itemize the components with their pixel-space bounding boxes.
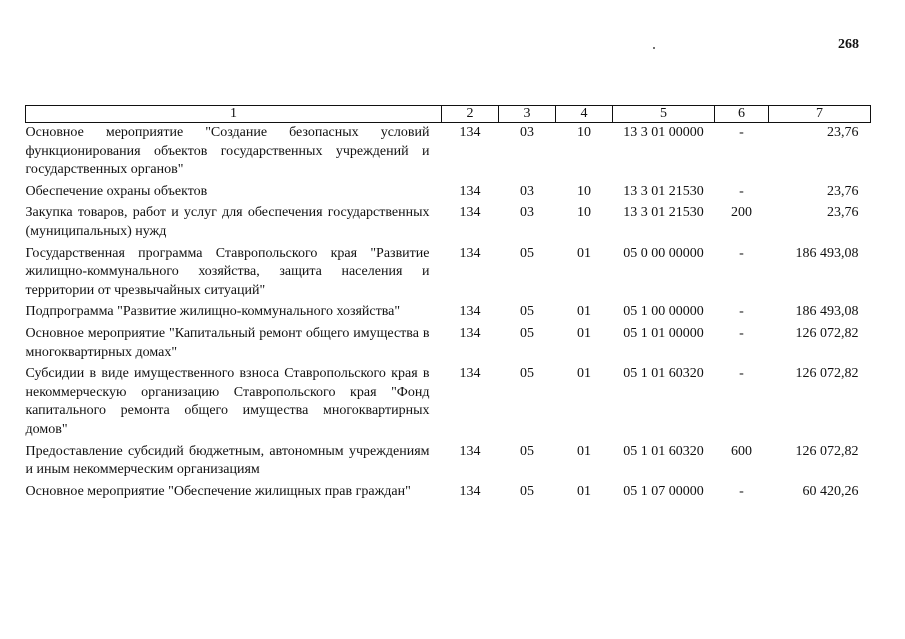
row-csr: 05 1 01 00000 [623,325,704,341]
row-vr: 600 [731,443,752,459]
row-sum: 126 072,82 [795,325,859,341]
table-row [26,364,871,441]
row-csr: 13 3 01 00000 [623,125,704,140]
row-name: Подпрограмма "Развитие жилищно-коммунального хозяйства" [25,304,401,320]
row-csr: 13 3 01 21530 [623,205,704,221]
row-name: Субсидии в виде имущественного взноса Ставропольского края в некоммерческую организацию Ставропольского края "Фонд капитального ремонта общего имущества многоквартирных домов" [25,366,430,437]
row-rz: 03 [520,183,534,199]
table-row [26,123,871,182]
row-pr: 10 [577,205,591,221]
row-sum: 186 493,08 [795,245,859,261]
row-rz: 05 [520,443,534,459]
row-ved: 134 [459,125,481,140]
row-name: Предоставление субсидий бюджетным, автономным учреждениям и иным некоммерческим организациям [25,443,430,478]
row-ved: 134 [459,245,481,261]
row-ved: 134 [459,483,481,499]
row-pr: 01 [577,443,591,459]
header-col-1: 1 [26,106,442,123]
scan-speck [653,47,655,49]
row-sum: 60 420,26 [802,483,859,499]
table-body [26,123,871,504]
header-col-7: 7 [769,106,871,123]
row-pr: 10 [577,183,591,199]
row-csr: 05 1 01 60320 [623,443,704,459]
row-sum: 126 072,82 [795,443,859,459]
header-col-2: 2 [442,106,499,123]
row-rz: 05 [520,304,534,320]
row-csr: 05 1 00 00000 [623,304,704,320]
header-col-3: 3 [499,106,556,123]
row-csr: 05 0 00 00000 [623,245,704,261]
row-rz: 03 [520,125,534,140]
row-name: Государственная программа Ставропольского края "Развитие жилищно-коммунального хозяйства, защита населения и территории от чрезвычайных ситуаций" [25,245,430,298]
row-pr: 10 [577,125,591,140]
row-rz: 05 [520,325,534,341]
row-vr: - [739,325,744,341]
row-csr: 05 1 01 60320 [623,366,704,382]
row-vr: 200 [731,205,752,221]
budget-table [25,105,871,503]
row-ved: 134 [459,205,481,221]
header-col-4: 4 [556,106,613,123]
header-row [26,106,871,123]
row-ved: 134 [459,366,481,382]
row-sum: 186 493,08 [795,304,859,320]
row-csr: 05 1 07 00000 [623,483,704,499]
row-name: Основное мероприятие "Обеспечение жилищных прав граждан" [25,483,411,499]
header-col-6: 6 [715,106,769,123]
row-pr: 01 [577,483,591,499]
table-row [26,324,871,364]
row-rz: 05 [520,245,534,261]
row-pr: 01 [577,325,591,341]
row-ved: 134 [459,183,481,199]
row-pr: 01 [577,304,591,320]
table-row [26,203,871,243]
row-name: Обеспечение охраны объектов [25,183,208,199]
row-ved: 134 [459,443,481,459]
row-pr: 01 [577,366,591,382]
row-rz: 03 [520,205,534,221]
table-row [26,244,871,303]
row-name: Закупка товаров, работ и услуг для обеспечения государственных (муниципальных) нужд [25,205,430,239]
row-sum: 126 072,82 [795,366,859,382]
row-vr: - [739,245,744,261]
row-csr: 13 3 01 21530 [623,183,704,199]
row-ved: 134 [459,304,481,320]
table-row [26,302,871,324]
header-col-5: 5 [613,106,715,123]
row-ved: 134 [459,325,481,341]
table-row [26,182,871,204]
row-vr: - [739,304,744,320]
table-header [26,106,871,123]
row-vr: - [739,125,744,140]
table-row [26,442,871,482]
row-name: Основное мероприятие "Капитальный ремонт общего имущества в многоквартирных домах" [25,325,430,360]
row-sum: 23,76 [827,125,859,140]
page-number: 268 [838,37,859,52]
row-pr: 01 [577,245,591,261]
table-row [26,482,871,504]
row-rz: 05 [520,483,534,499]
row-vr: - [739,483,744,499]
row-rz: 05 [520,366,534,382]
row-vr: - [739,366,744,382]
row-vr: - [739,183,744,199]
row-name: Основное мероприятие "Создание безопасных условий функционирования объектов государственных учреждений и государственных органов" [25,125,430,178]
row-sum: 23,76 [827,205,859,221]
row-sum: 23,76 [827,183,859,199]
